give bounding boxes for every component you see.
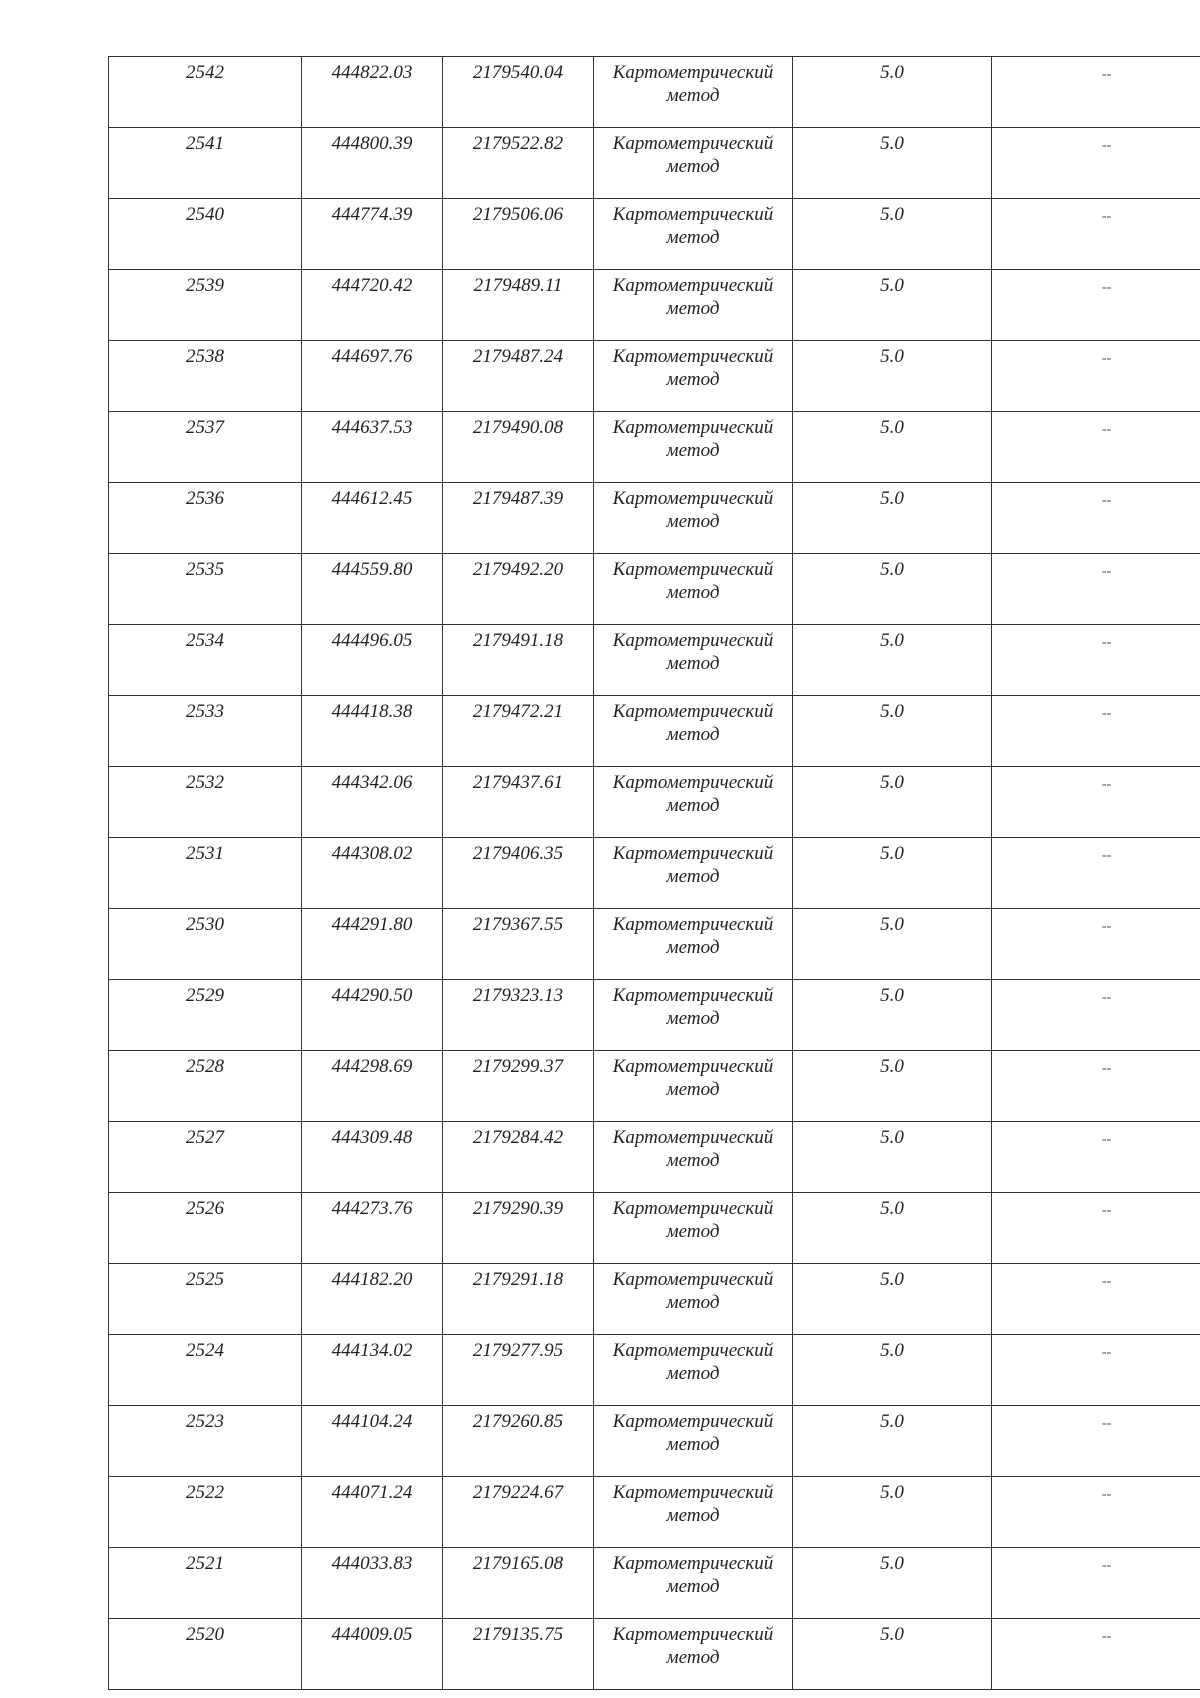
y-coordinate-cell: 2179472.21 — [443, 696, 594, 767]
method-cell: Картометрический метод — [594, 696, 793, 767]
table-row — [109, 696, 1200, 767]
description-text: -- — [1101, 848, 1112, 863]
point-number-cell: 2542 — [109, 57, 302, 128]
description-text: -- — [1101, 351, 1112, 366]
description-cell — [992, 1193, 1200, 1264]
accuracy-cell: 5.0 — [793, 696, 992, 767]
description-text: -- — [1101, 1132, 1112, 1147]
method-cell: Картометрический метод — [594, 1619, 793, 1690]
y-coordinate-cell: 2179284.42 — [443, 1122, 594, 1193]
accuracy-cell: 5.0 — [793, 483, 992, 554]
description-cell — [992, 1548, 1200, 1619]
description-text: -- — [1101, 209, 1112, 224]
accuracy-cell: 5.0 — [793, 1122, 992, 1193]
method-cell: Картометрический метод — [594, 412, 793, 483]
y-coordinate-cell: 2179437.61 — [443, 767, 594, 838]
accuracy-cell: 5.0 — [793, 1335, 992, 1406]
x-coordinate-cell: 444104.24 — [302, 1406, 443, 1477]
method-cell: Картометрический метод — [594, 1406, 793, 1477]
y-coordinate-cell: 2179367.55 — [443, 909, 594, 980]
accuracy-cell: 5.0 — [793, 128, 992, 199]
accuracy-cell: 5.0 — [793, 1477, 992, 1548]
y-coordinate-cell: 2179277.95 — [443, 1335, 594, 1406]
x-coordinate-cell: 444071.24 — [302, 1477, 443, 1548]
accuracy-cell: 5.0 — [793, 199, 992, 270]
table-row — [109, 1477, 1200, 1548]
accuracy-cell: 5.0 — [793, 767, 992, 838]
point-number-cell: 2524 — [109, 1335, 302, 1406]
point-number-cell: 2526 — [109, 1193, 302, 1264]
table-row — [109, 483, 1200, 554]
accuracy-cell: 5.0 — [793, 1193, 992, 1264]
accuracy-cell: 5.0 — [793, 341, 992, 412]
x-coordinate-cell: 444720.42 — [302, 270, 443, 341]
method-cell: Картометрический метод — [594, 128, 793, 199]
point-number-cell: 2520 — [109, 1619, 302, 1690]
x-coordinate-cell: 444033.83 — [302, 1548, 443, 1619]
point-number-cell: 2535 — [109, 554, 302, 625]
y-coordinate-cell: 2179299.37 — [443, 1051, 594, 1122]
y-coordinate-cell: 2179290.39 — [443, 1193, 594, 1264]
table-row — [109, 341, 1200, 412]
method-cell: Картометрический метод — [594, 57, 793, 128]
point-number-cell: 2536 — [109, 483, 302, 554]
description-cell — [992, 341, 1200, 412]
description-cell — [992, 1264, 1200, 1335]
accuracy-cell: 5.0 — [793, 1051, 992, 1122]
method-cell: Картометрический метод — [594, 1051, 793, 1122]
description-text: -- — [1101, 1274, 1112, 1289]
description-text: -- — [1101, 919, 1112, 934]
method-cell: Картометрический метод — [594, 767, 793, 838]
method-cell: Картометрический метод — [594, 1193, 793, 1264]
table-row — [109, 625, 1200, 696]
description-text: -- — [1101, 1487, 1112, 1502]
description-cell — [992, 838, 1200, 909]
accuracy-cell: 5.0 — [793, 1406, 992, 1477]
y-coordinate-cell: 2179323.13 — [443, 980, 594, 1051]
accuracy-cell: 5.0 — [793, 554, 992, 625]
point-number-cell: 2527 — [109, 1122, 302, 1193]
x-coordinate-cell: 444800.39 — [302, 128, 443, 199]
description-text: -- — [1101, 138, 1112, 153]
description-text: -- — [1101, 1345, 1112, 1360]
method-cell: Картометрический метод — [594, 199, 793, 270]
point-number-cell: 2521 — [109, 1548, 302, 1619]
table-row — [109, 1193, 1200, 1264]
method-cell: Картометрический метод — [594, 1122, 793, 1193]
y-coordinate-cell: 2179260.85 — [443, 1406, 594, 1477]
x-coordinate-cell: 444298.69 — [302, 1051, 443, 1122]
description-text: -- — [1101, 1558, 1112, 1573]
description-cell — [992, 483, 1200, 554]
point-number-cell: 2529 — [109, 980, 302, 1051]
table-row — [109, 1051, 1200, 1122]
method-cell: Картометрический метод — [594, 554, 793, 625]
description-cell — [992, 199, 1200, 270]
description-cell — [992, 1406, 1200, 1477]
y-coordinate-cell: 2179490.08 — [443, 412, 594, 483]
y-coordinate-cell: 2179492.20 — [443, 554, 594, 625]
method-cell: Картометрический метод — [594, 980, 793, 1051]
method-cell: Картометрический метод — [594, 838, 793, 909]
description-cell — [992, 1619, 1200, 1690]
x-coordinate-cell: 444291.80 — [302, 909, 443, 980]
y-coordinate-cell: 2179487.39 — [443, 483, 594, 554]
x-coordinate-cell: 444290.50 — [302, 980, 443, 1051]
point-number-cell: 2539 — [109, 270, 302, 341]
description-cell — [992, 270, 1200, 341]
accuracy-cell: 5.0 — [793, 980, 992, 1051]
table-row — [109, 1548, 1200, 1619]
method-cell: Картометрический метод — [594, 1548, 793, 1619]
x-coordinate-cell: 444637.53 — [302, 412, 443, 483]
description-cell — [992, 1122, 1200, 1193]
y-coordinate-cell: 2179506.06 — [443, 199, 594, 270]
accuracy-cell: 5.0 — [793, 909, 992, 980]
description-cell — [992, 128, 1200, 199]
point-number-cell: 2534 — [109, 625, 302, 696]
description-cell — [992, 767, 1200, 838]
point-number-cell: 2533 — [109, 696, 302, 767]
description-cell — [992, 696, 1200, 767]
point-number-cell: 2541 — [109, 128, 302, 199]
description-cell — [992, 625, 1200, 696]
point-number-cell: 2540 — [109, 199, 302, 270]
table-row — [109, 270, 1200, 341]
y-coordinate-cell: 2179489.11 — [443, 270, 594, 341]
description-cell — [992, 1335, 1200, 1406]
table-row — [109, 1122, 1200, 1193]
point-number-cell: 2537 — [109, 412, 302, 483]
table-row — [109, 1264, 1200, 1335]
description-text: -- — [1101, 67, 1112, 82]
table-row — [109, 838, 1200, 909]
method-cell: Картометрический метод — [594, 270, 793, 341]
x-coordinate-cell: 444559.80 — [302, 554, 443, 625]
x-coordinate-cell: 444342.06 — [302, 767, 443, 838]
table-row — [109, 1406, 1200, 1477]
description-text: -- — [1101, 493, 1112, 508]
coordinates-table — [108, 56, 1200, 1690]
table-row — [109, 412, 1200, 483]
x-coordinate-cell: 444418.38 — [302, 696, 443, 767]
coordinates-table-body — [109, 57, 1200, 1690]
point-number-cell: 2522 — [109, 1477, 302, 1548]
x-coordinate-cell: 444822.03 — [302, 57, 443, 128]
method-cell: Картометрический метод — [594, 483, 793, 554]
accuracy-cell: 5.0 — [793, 1619, 992, 1690]
description-text: -- — [1101, 706, 1112, 721]
x-coordinate-cell: 444697.76 — [302, 341, 443, 412]
description-cell — [992, 57, 1200, 128]
y-coordinate-cell: 2179540.04 — [443, 57, 594, 128]
description-text: -- — [1101, 1416, 1112, 1431]
accuracy-cell: 5.0 — [793, 1264, 992, 1335]
x-coordinate-cell: 444308.02 — [302, 838, 443, 909]
y-coordinate-cell: 2179165.08 — [443, 1548, 594, 1619]
x-coordinate-cell: 444273.76 — [302, 1193, 443, 1264]
point-number-cell: 2538 — [109, 341, 302, 412]
method-cell: Картометрический метод — [594, 1264, 793, 1335]
point-number-cell: 2528 — [109, 1051, 302, 1122]
method-cell: Картометрический метод — [594, 341, 793, 412]
description-text: -- — [1101, 1629, 1112, 1644]
accuracy-cell: 5.0 — [793, 270, 992, 341]
table-row — [109, 909, 1200, 980]
x-coordinate-cell: 444496.05 — [302, 625, 443, 696]
y-coordinate-cell: 2179224.67 — [443, 1477, 594, 1548]
table-row — [109, 1619, 1200, 1690]
y-coordinate-cell: 2179491.18 — [443, 625, 594, 696]
point-number-cell: 2525 — [109, 1264, 302, 1335]
description-text: -- — [1101, 777, 1112, 792]
y-coordinate-cell: 2179135.75 — [443, 1619, 594, 1690]
table-row — [109, 554, 1200, 625]
method-cell: Картометрический метод — [594, 909, 793, 980]
description-text: -- — [1101, 1203, 1112, 1218]
point-number-cell: 2523 — [109, 1406, 302, 1477]
table-row — [109, 767, 1200, 838]
accuracy-cell: 5.0 — [793, 625, 992, 696]
table-row — [109, 980, 1200, 1051]
y-coordinate-cell: 2179406.35 — [443, 838, 594, 909]
description-cell — [992, 980, 1200, 1051]
description-cell — [992, 1051, 1200, 1122]
accuracy-cell: 5.0 — [793, 838, 992, 909]
x-coordinate-cell: 444612.45 — [302, 483, 443, 554]
y-coordinate-cell: 2179522.82 — [443, 128, 594, 199]
accuracy-cell: 5.0 — [793, 1548, 992, 1619]
x-coordinate-cell: 444009.05 — [302, 1619, 443, 1690]
table-row — [109, 57, 1200, 128]
description-cell — [992, 1477, 1200, 1548]
x-coordinate-cell: 444774.39 — [302, 199, 443, 270]
description-text: -- — [1101, 1061, 1112, 1076]
accuracy-cell: 5.0 — [793, 412, 992, 483]
description-cell — [992, 554, 1200, 625]
description-text: -- — [1101, 280, 1112, 295]
description-text: -- — [1101, 564, 1112, 579]
table-row — [109, 1335, 1200, 1406]
description-text: -- — [1101, 990, 1112, 1005]
method-cell: Картометрический метод — [594, 625, 793, 696]
table-row — [109, 128, 1200, 199]
method-cell: Картометрический метод — [594, 1477, 793, 1548]
point-number-cell: 2532 — [109, 767, 302, 838]
x-coordinate-cell: 444309.48 — [302, 1122, 443, 1193]
x-coordinate-cell: 444182.20 — [302, 1264, 443, 1335]
description-cell — [992, 412, 1200, 483]
y-coordinate-cell: 2179291.18 — [443, 1264, 594, 1335]
point-number-cell: 2530 — [109, 909, 302, 980]
method-cell: Картометрический метод — [594, 1335, 793, 1406]
accuracy-cell: 5.0 — [793, 57, 992, 128]
description-text: -- — [1101, 635, 1112, 650]
x-coordinate-cell: 444134.02 — [302, 1335, 443, 1406]
y-coordinate-cell: 2179487.24 — [443, 341, 594, 412]
point-number-cell: 2531 — [109, 838, 302, 909]
description-text: -- — [1101, 422, 1112, 437]
table-row — [109, 199, 1200, 270]
description-cell — [992, 909, 1200, 980]
